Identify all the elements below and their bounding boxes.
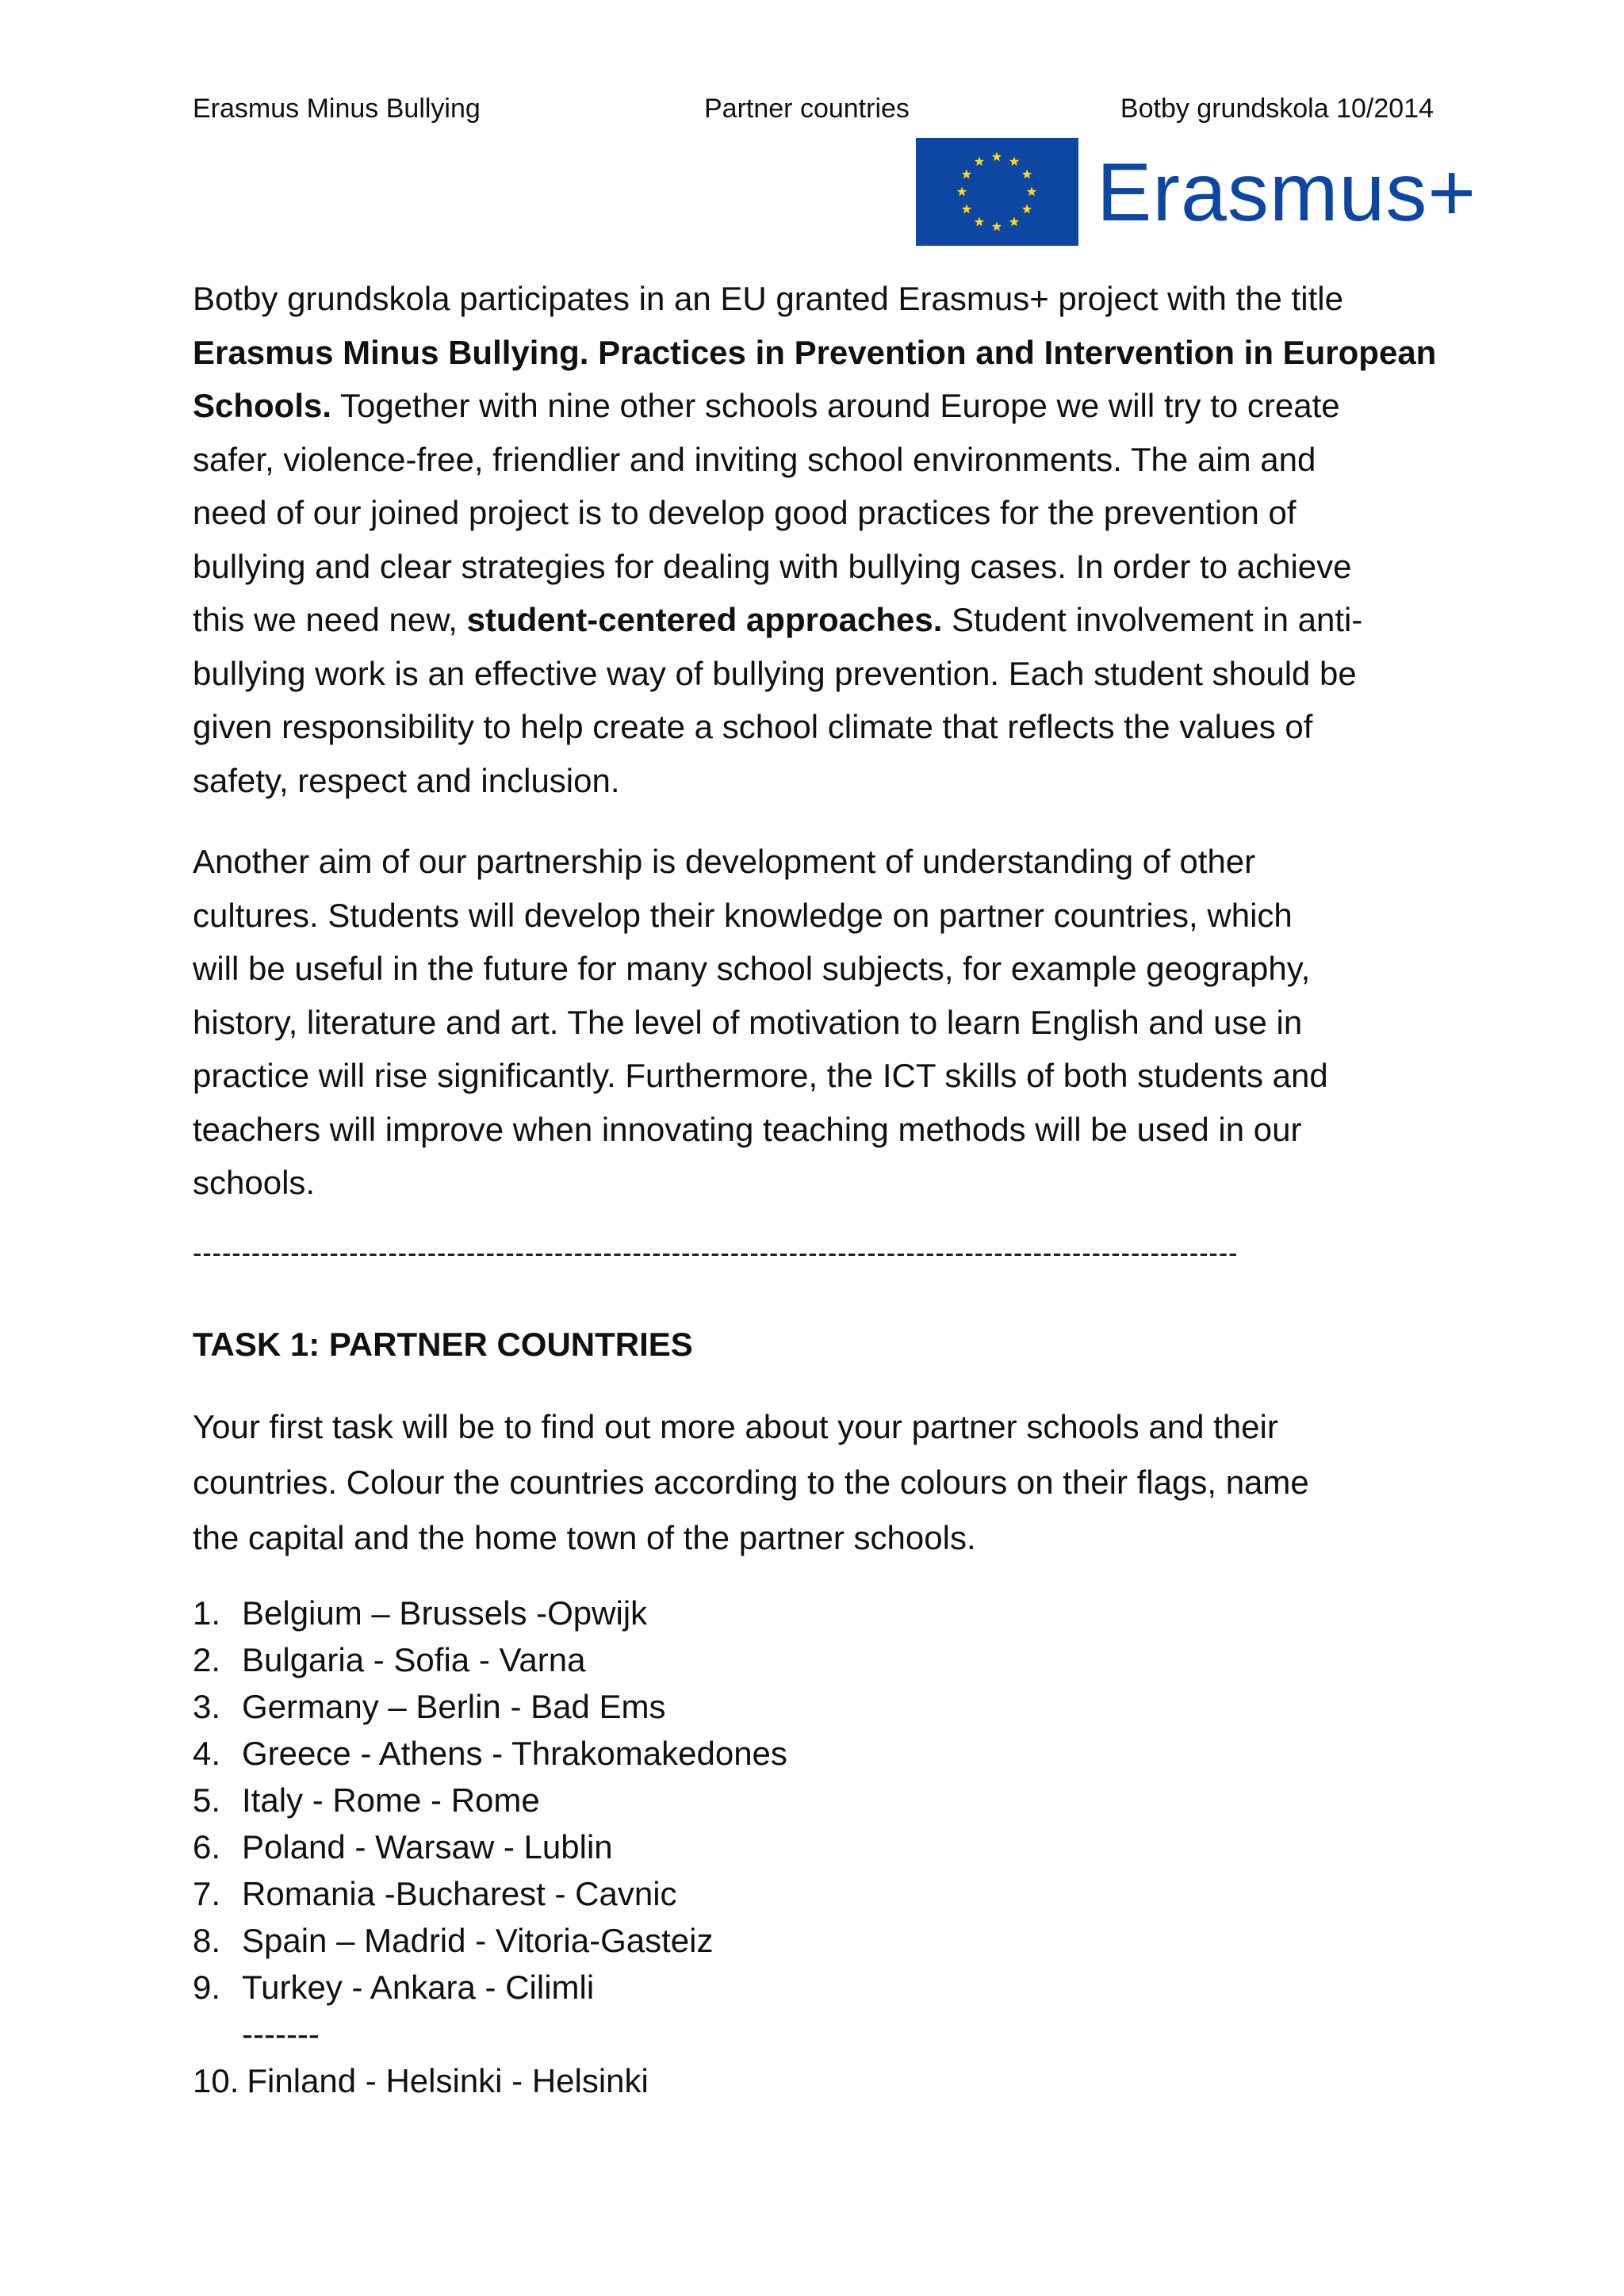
second-paragraph	[193, 835, 1434, 1210]
list-item	[193, 1636, 787, 1683]
eu-star-icon	[1027, 187, 1036, 197]
eu-star-icon	[1009, 156, 1019, 166]
list-item	[193, 1870, 787, 1917]
paragraph-line: schools.	[193, 1164, 316, 1201]
list-number: 6.	[193, 1828, 221, 1866]
list-item-text: Italy - Rome - Rome	[242, 1781, 540, 1819]
list-item	[193, 1823, 787, 1870]
list-item-text: Germany – Berlin - Bad Ems	[242, 1688, 666, 1725]
list-item	[193, 1730, 787, 1777]
paragraph-line: teachers will improve when innovating teaching methods will be used in our	[193, 1110, 1302, 1148]
task-line: the capital and the home town of the partner schools.	[193, 1519, 976, 1556]
list-item-text: Poland - Warsaw - Lublin	[242, 1828, 613, 1866]
intro-text: Student involvement in anti-	[942, 601, 1363, 638]
eu-star-icon	[992, 152, 1002, 162]
list-item-text: Spain – Madrid - Vitoria-Gasteiz	[242, 1922, 714, 1959]
intro-line: bullying and clear strategies for dealing with bullying cases. In order to achieve	[193, 547, 1352, 585]
list-item	[193, 1777, 787, 1823]
list-number: 8.	[193, 1922, 221, 1959]
project-title: Erasmus Minus Bullying. Practices in Prevention and Intervention in European	[193, 333, 1437, 371]
list-item	[193, 1964, 787, 2011]
list-item-text: Bulgaria - Sofia - Varna	[242, 1641, 586, 1678]
list-number: 4.	[193, 1735, 221, 1772]
intro-paragraph	[193, 272, 1437, 807]
paragraph-line: history, literature and art. The level of motivation to learn English and use in	[193, 1003, 1303, 1041]
list-item-text: Belgium – Brussels -Opwijk	[242, 1594, 648, 1632]
dashed-separator: -----------------------------------------------------------------------------------------------------------	[193, 1238, 1239, 1269]
intro-text: Together with nine other schools around Europe we will try to create	[331, 387, 1340, 424]
header-section-title: Partner countries	[704, 94, 910, 124]
intro-line	[193, 593, 1434, 647]
paragraph-line: Another aim of our partnership is development of understanding of other	[193, 843, 1256, 880]
list-number: 9.	[193, 1969, 221, 2006]
list-item-text: Romania -Bucharest - Cavnic	[242, 1875, 677, 1912]
list-number: 5.	[193, 1781, 221, 1819]
task-line: countries. Colour the countries according to the colours on their flags, name	[193, 1464, 1309, 1501]
eu-flag-icon	[916, 138, 1078, 246]
eu-star-icon	[962, 170, 971, 179]
project-title-end: Schools.	[193, 387, 332, 424]
task-heading: TASK 1: PARTNER COUNTRIES	[193, 1326, 693, 1363]
list-divider: -------	[242, 2015, 320, 2053]
list-item-home-country	[193, 2057, 787, 2104]
list-item-text: Finland - Helsinki - Helsinki	[247, 2062, 649, 2099]
list-number: 7.	[193, 1875, 221, 1912]
eu-star-icon	[975, 217, 984, 227]
page-header	[193, 94, 1434, 133]
intro-line: bullying work is an effective way of bullying prevention. Each student should be	[193, 654, 1357, 692]
partner-countries-list	[193, 1590, 787, 2104]
eu-star-icon	[1009, 217, 1019, 227]
erasmus-plus-wordmark: Erasmus+	[1097, 147, 1477, 239]
header-school-date: Botby grundskola 10/2014	[1120, 94, 1434, 124]
task-instructions	[193, 1399, 1434, 1566]
intro-line	[193, 379, 1434, 433]
list-number: 1.	[193, 1594, 221, 1632]
paragraph-line: practice will rise significantly. Furthermore, the ICT skills of both students and	[193, 1057, 1328, 1094]
list-number: 10.	[193, 2062, 239, 2099]
intro-line: safer, violence-free, friendlier and inviting school environments. The aim and	[193, 440, 1316, 478]
task-line: Your first task will be to find out more about your partner schools and their	[193, 1408, 1278, 1445]
list-item	[193, 1917, 787, 1964]
header-project-name: Erasmus Minus Bullying	[193, 94, 481, 124]
intro-line	[193, 326, 1437, 380]
list-item-text: Greece - Athens - Thrakomakedones	[242, 1735, 787, 1772]
list-item	[193, 1683, 787, 1730]
paragraph-line: will be useful in the future for many school subjects, for example geography,	[193, 950, 1311, 987]
eu-star-icon	[962, 205, 971, 214]
list-number: 2.	[193, 1641, 221, 1678]
intro-line: given responsibility to help create a school climate that reflects the values of	[193, 708, 1313, 745]
erasmus-plus-logo	[916, 138, 1477, 246]
list-item-text: Turkey - Ankara - Cilimli	[242, 1969, 595, 2006]
eu-star-icon	[1022, 170, 1032, 179]
paragraph-line: cultures. Students will develop their knowledge on partner countries, which	[193, 896, 1293, 934]
list-item	[193, 1590, 787, 1636]
eu-star-icon	[975, 156, 984, 166]
intro-line: need of our joined project is to develop good practices for the prevention of	[193, 494, 1297, 531]
intro-line: Botby grundskola participates in an EU granted Erasmus+ project with the title	[193, 280, 1343, 317]
eu-star-icon	[957, 187, 967, 197]
eu-star-icon	[992, 222, 1002, 232]
intro-text: this we need new,	[193, 601, 467, 638]
eu-star-icon	[1022, 205, 1032, 214]
key-phrase: student-centered approaches.	[466, 601, 943, 638]
intro-line: safety, respect and inclusion.	[193, 761, 620, 799]
list-number: 3.	[193, 1688, 221, 1725]
